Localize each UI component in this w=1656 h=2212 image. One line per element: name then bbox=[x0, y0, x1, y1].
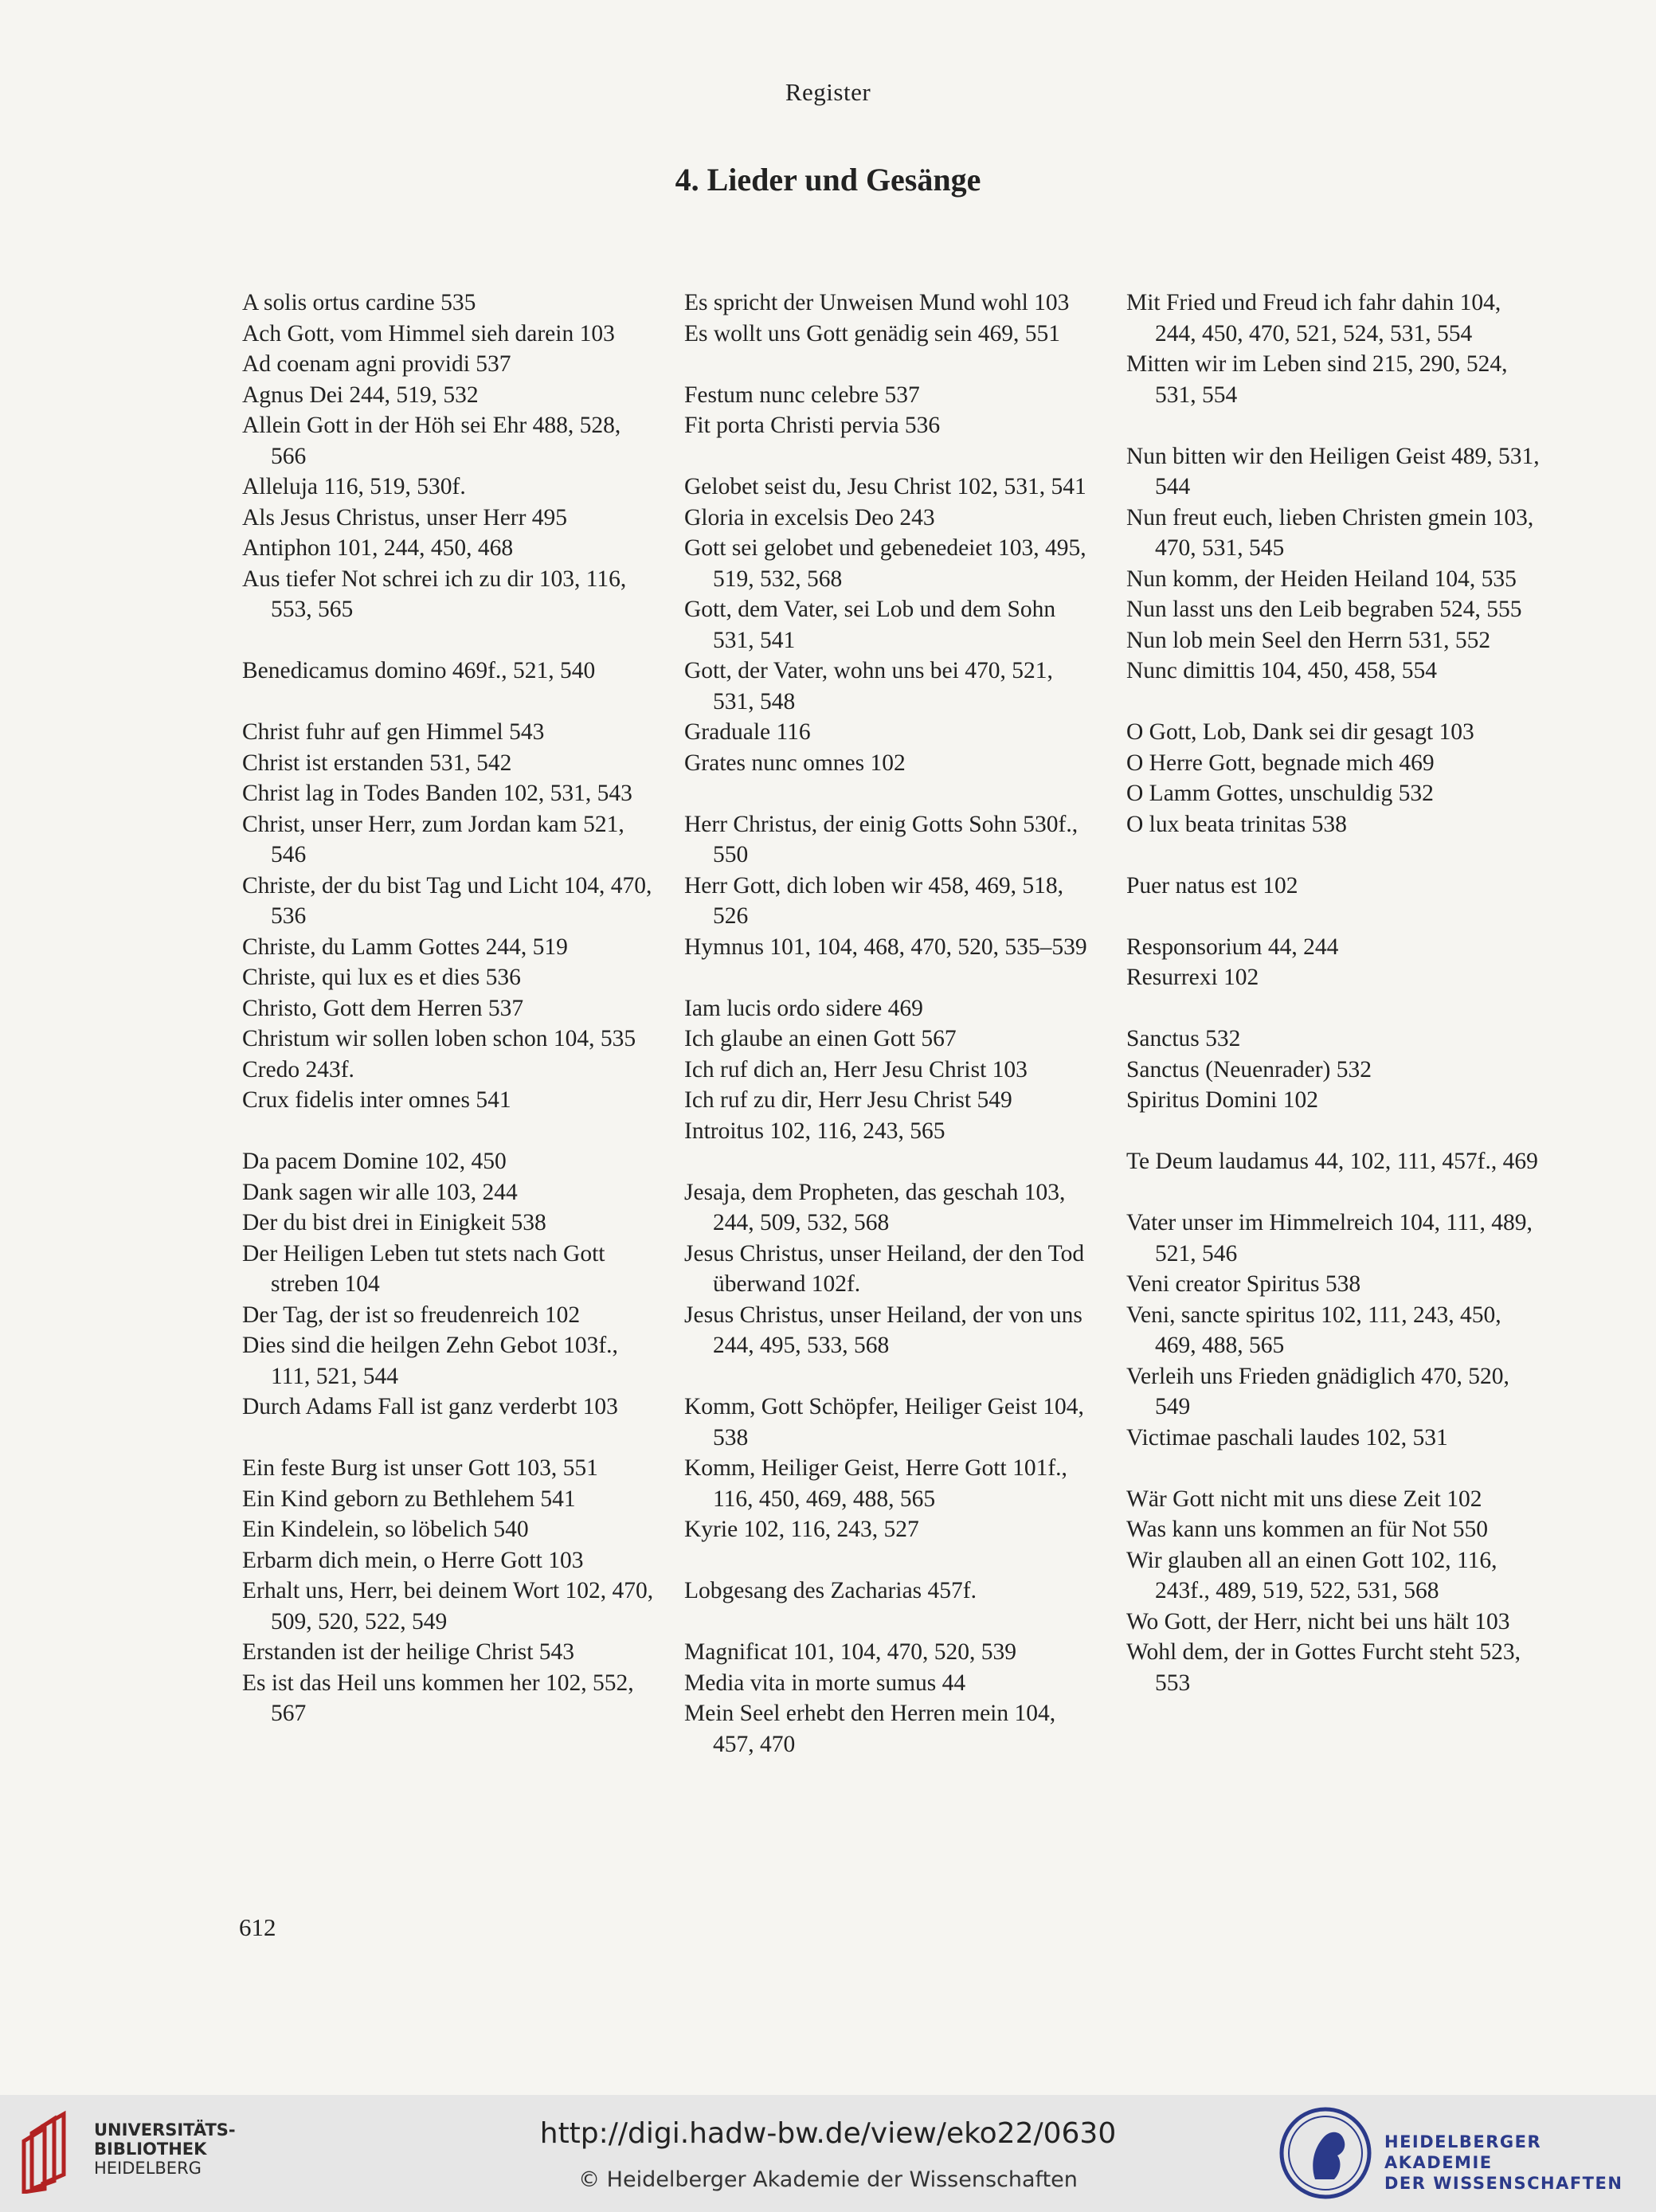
index-entry: Jesaja, dem Propheten, das geschah 103, 244, 509, 532, 568 bbox=[684, 1179, 1066, 1235]
index-entry: Wohl dem, der in Gottes Furcht steht 523, 553 bbox=[1126, 1639, 1521, 1696]
ub-line-1: UNIVERSITÄTS- bbox=[94, 2120, 236, 2140]
letter-group-gap bbox=[684, 1607, 1098, 1638]
letter-group-gap bbox=[242, 1423, 656, 1454]
letter-group-gap bbox=[684, 1361, 1098, 1392]
index-entry: Benedicamus domino 469f., 521, 540 bbox=[242, 658, 596, 683]
index-entry: Fit porta Christi pervia 536 bbox=[684, 413, 941, 438]
letter-group-gap bbox=[1126, 840, 1541, 871]
letter-group-gap bbox=[1126, 993, 1541, 1024]
index-entry: Antiphon 101, 244, 450, 468 bbox=[242, 535, 514, 561]
index-entry: Media vita in morte sumus 44 bbox=[684, 1670, 966, 1696]
index-entry: Erbarm dich mein, o Herre Gott 103 bbox=[242, 1547, 584, 1573]
index-entry: Gott, dem Vater, sei Lob und dem Sohn 531, 541 bbox=[684, 597, 1056, 653]
index-entry: Te Deum laudamus 44, 102, 111, 457f., 469 bbox=[1126, 1149, 1538, 1174]
index-entry: Mein Seel erhebt den Herren mein 104, 457, 470 bbox=[684, 1701, 1056, 1757]
index-entry: Herr Gott, dich loben wir 458, 469, 518, 526 bbox=[684, 872, 1064, 929]
index-entry: Der du bist drei in Einigkeit 538 bbox=[242, 1210, 546, 1235]
index-entry: A solis ortus cardine 535 bbox=[242, 290, 476, 315]
index-entry: Iam lucis ordo sidere 469 bbox=[684, 995, 923, 1021]
index-entry: Ein Kind geborn zu Bethlehem 541 bbox=[242, 1486, 576, 1512]
letter-group-gap bbox=[242, 687, 656, 718]
hadw-line-2: DER WISSENSCHAFTEN bbox=[1384, 2174, 1623, 2193]
letter-group-gap bbox=[242, 625, 656, 656]
index-entry: Grates nunc omnes 102 bbox=[684, 750, 906, 776]
ub-line-3: HEIDELBERG bbox=[94, 2159, 202, 2178]
index-entry: Responsorium 44, 244 bbox=[1126, 934, 1339, 960]
index-entry: Lobgesang des Zacharias 457f. bbox=[684, 1578, 977, 1603]
index-entry: Sanctus 532 bbox=[1126, 1026, 1241, 1051]
letter-group-gap bbox=[1126, 1177, 1541, 1208]
index-entry: Gelobet seist du, Jesu Christ 102, 531, 541 bbox=[684, 474, 1086, 499]
index-entry: Graduale 116 bbox=[684, 719, 811, 745]
index-entry: Festum nunc celebre 537 bbox=[684, 382, 920, 408]
index-column-3 bbox=[1126, 288, 1541, 1698]
index-entry: Nun lasst uns den Leib begraben 524, 555 bbox=[1126, 597, 1522, 622]
index-entry: O Lamm Gottes, unschuldig 532 bbox=[1126, 781, 1434, 806]
letter-group-gap bbox=[684, 1146, 1098, 1177]
index-entry: Ich ruf zu dir, Herr Jesu Christ 549 bbox=[684, 1087, 1012, 1113]
letter-group-gap bbox=[1126, 410, 1541, 441]
index-entry: Was kann uns kommen an für Not 550 bbox=[1126, 1517, 1488, 1542]
index-entry: Ad coenam agni providi 537 bbox=[242, 351, 511, 377]
index-entry: Christe, qui lux es et dies 536 bbox=[242, 965, 521, 990]
index-entry: Agnus Dei 244, 519, 532 bbox=[242, 382, 479, 408]
index-entry: Puer natus est 102 bbox=[1126, 872, 1298, 899]
index-entry: Wo Gott, der Herr, nicht bei uns hält 103 bbox=[1126, 1608, 1510, 1635]
index-entry: Ein feste Burg ist unser Gott 103, 551 bbox=[242, 1455, 598, 1481]
permalink-url[interactable]: http://digi.hadw-bw.de/view/eko22/0630 bbox=[539, 2117, 1117, 2150]
index-entry: Nun lob mein Seel den Herrn 531, 552 bbox=[1126, 627, 1491, 653]
index-entry: Christe, du Lamm Gottes 244, 519 bbox=[242, 934, 568, 960]
letter-group-gap bbox=[684, 441, 1098, 472]
letter-group-gap bbox=[1126, 1116, 1541, 1147]
letter-group-gap bbox=[684, 778, 1098, 809]
index-entry: Der Heiligen Leben tut stets nach Gott streben 104 bbox=[242, 1240, 605, 1297]
index-entry: Es ist das Heil uns kommen her 102, 552, 567 bbox=[242, 1670, 634, 1726]
index-entry: Christo, Gott dem Herren 537 bbox=[242, 995, 524, 1021]
index-entry: Dank sagen wir alle 103, 244 bbox=[242, 1179, 518, 1205]
index-entry: Gott, der Vater, wohn uns bei 470, 521, 531, 548 bbox=[684, 658, 1053, 714]
index-entry: Ich ruf dich an, Herr Jesu Christ 103 bbox=[684, 1056, 1028, 1083]
index-entry: Erhalt uns, Herr, bei deinem Wort 102, 470, 509, 520, 522, 549 bbox=[242, 1578, 654, 1635]
letter-group-gap bbox=[684, 349, 1098, 380]
letter-group-gap bbox=[242, 1116, 656, 1147]
index-entry: Als Jesus Christus, unser Herr 495 bbox=[242, 504, 568, 530]
index-entry: Allein Gott in der Höh sei Ehr 488, 528, 566 bbox=[242, 413, 621, 469]
letter-group-gap bbox=[1126, 687, 1541, 718]
index-entry: Wir glauben all an einen Gott 102, 116, 243f., 489, 519, 522, 531, 568 bbox=[1126, 1547, 1497, 1603]
index-entry: Es spricht der Unweisen Mund wohl 103 bbox=[684, 290, 1070, 315]
index-entry: Christ ist erstanden 531, 542 bbox=[242, 750, 512, 776]
index-entry: Gott sei gelobet und gebenedeiet 103, 495, 519, 532, 568 bbox=[684, 535, 1086, 592]
index-entry: Sanctus (Neuenrader) 532 bbox=[1126, 1056, 1372, 1083]
index-entry: Christum wir sollen loben schon 104, 535 bbox=[242, 1026, 636, 1051]
index-entry: Komm, Heiliger Geist, Herre Gott 101f., 116, 450, 469, 488, 565 bbox=[684, 1455, 1067, 1512]
letter-group-gap bbox=[684, 1545, 1098, 1576]
index-entry: Veni creator Spiritus 538 bbox=[1126, 1271, 1361, 1297]
letter-group-gap bbox=[1126, 901, 1541, 932]
index-entry: Nun bitten wir den Heiligen Geist 489, 531, 544 bbox=[1126, 443, 1540, 499]
letter-group-gap bbox=[1126, 1453, 1541, 1484]
index-entry: Christe, der du bist Tag und Licht 104, 470, 536 bbox=[242, 872, 652, 929]
index-entry: Da pacem Domine 102, 450 bbox=[242, 1149, 507, 1174]
index-entry: Herr Christus, der einig Gotts Sohn 530f., 550 bbox=[684, 811, 1079, 867]
index-entry: Ach Gott, vom Himmel sieh darein 103 bbox=[242, 320, 615, 346]
index-entry: Christ lag in Todes Banden 102, 531, 543 bbox=[242, 781, 632, 806]
index-entry: Introitus 102, 116, 243, 565 bbox=[684, 1118, 945, 1144]
index-column-2 bbox=[684, 288, 1098, 1760]
index-entry: Mitten wir im Leben sind 215, 290, 524, 531, 554 bbox=[1126, 351, 1508, 408]
index-entry: Wär Gott nicht mit uns diese Zeit 102 bbox=[1126, 1486, 1482, 1512]
index-entry: Christ fuhr auf gen Himmel 543 bbox=[242, 719, 545, 745]
index-entry: Nun komm, der Heiden Heiland 104, 535 bbox=[1126, 566, 1517, 592]
hadw-line-1: HEIDELBERGER AKADEMIE bbox=[1384, 2132, 1542, 2172]
index-entry: Jesus Christus, unser Heiland, der von uns 244, 495, 533, 568 bbox=[684, 1302, 1082, 1358]
index-entry: Victimae paschali laudes 102, 531 bbox=[1126, 1424, 1448, 1451]
hadw-seal-icon[interactable] bbox=[1278, 2106, 1372, 2200]
index-entry: Komm, Gott Schöpfer, Heiliger Geist 104, 538 bbox=[684, 1394, 1084, 1451]
index-entry: O lux beata trinitas 538 bbox=[1126, 811, 1347, 837]
index-entry: Durch Adams Fall ist ganz verderbt 103 bbox=[242, 1394, 618, 1419]
index-entry: Ich glaube an einen Gott 567 bbox=[684, 1026, 957, 1051]
index-entry: Es wollt uns Gott genädig sein 469, 551 bbox=[684, 320, 1060, 346]
index-entry: Vater unser im Himmelreich 104, 111, 489, 521, 546 bbox=[1126, 1210, 1533, 1267]
index-entry: Gloria in excelsis Deo 243 bbox=[684, 504, 935, 530]
index-entry: Crux fidelis inter omnes 541 bbox=[242, 1087, 511, 1113]
index-entry: Magnificat 101, 104, 470, 520, 539 bbox=[684, 1639, 1017, 1665]
index-entry: Jesus Christus, unser Heiland, der den Tod überwand 102f. bbox=[684, 1240, 1085, 1297]
index-entry: Veni, sancte spiritus 102, 111, 243, 450, 469, 488, 565 bbox=[1126, 1302, 1501, 1358]
index-entry: Der Tag, der ist so freudenreich 102 bbox=[242, 1302, 581, 1328]
index-entry: Verleih uns Frieden gnädiglich 470, 520, 549 bbox=[1126, 1363, 1509, 1419]
index-entry: Christ, unser Herr, zum Jordan kam 521, 546 bbox=[242, 811, 624, 867]
section-title: 4. Lieder und Gesänge bbox=[675, 162, 981, 198]
index-entry: Nunc dimittis 104, 450, 458, 554 bbox=[1126, 658, 1438, 683]
index-entry: Hymnus 101, 104, 468, 470, 520, 535–539 bbox=[684, 934, 1087, 960]
copyright-notice: © Heidelberger Akademie der Wissenschaften bbox=[578, 2167, 1078, 2192]
index-entry: Kyrie 102, 116, 243, 527 bbox=[684, 1517, 919, 1542]
index-entry: Credo 243f. bbox=[242, 1056, 354, 1083]
viewer-footer bbox=[0, 2095, 1656, 2212]
page-number: 612 bbox=[239, 1913, 276, 1941]
hadw-wordmark[interactable] bbox=[1384, 2132, 1656, 2194]
index-column-1 bbox=[242, 288, 656, 1729]
letter-group-gap bbox=[684, 962, 1098, 993]
index-entry: Ein Kindelein, so löbelich 540 bbox=[242, 1517, 529, 1542]
index-entry: Resurrexi 102 bbox=[1126, 965, 1259, 990]
index-entry: O Herre Gott, begnade mich 469 bbox=[1126, 750, 1435, 776]
index-entry: O Gott, Lob, Dank sei dir gesagt 103 bbox=[1126, 719, 1474, 745]
index-entry: Nun freut euch, lieben Christen gmein 103, 470, 531, 545 bbox=[1126, 504, 1534, 561]
index-entry: Aus tiefer Not schrei ich zu dir 103, 116, 553, 565 bbox=[242, 566, 627, 622]
index-entry: Erstanden ist der heilige Christ 543 bbox=[242, 1639, 575, 1665]
index-entry: Mit Fried und Freud ich fahr dahin 104, 244, 450, 470, 521, 524, 531, 554 bbox=[1126, 290, 1501, 346]
index-entry: Spiritus Domini 102 bbox=[1126, 1087, 1318, 1113]
index-entry: Alleluja 116, 519, 530f. bbox=[242, 474, 466, 499]
ub-line-2: BIBLIOTHEK bbox=[94, 2140, 207, 2159]
running-head: Register bbox=[785, 78, 871, 106]
index-entry: Dies sind die heilgen Zehn Gebot 103f., 111, 521, 544 bbox=[242, 1333, 618, 1389]
